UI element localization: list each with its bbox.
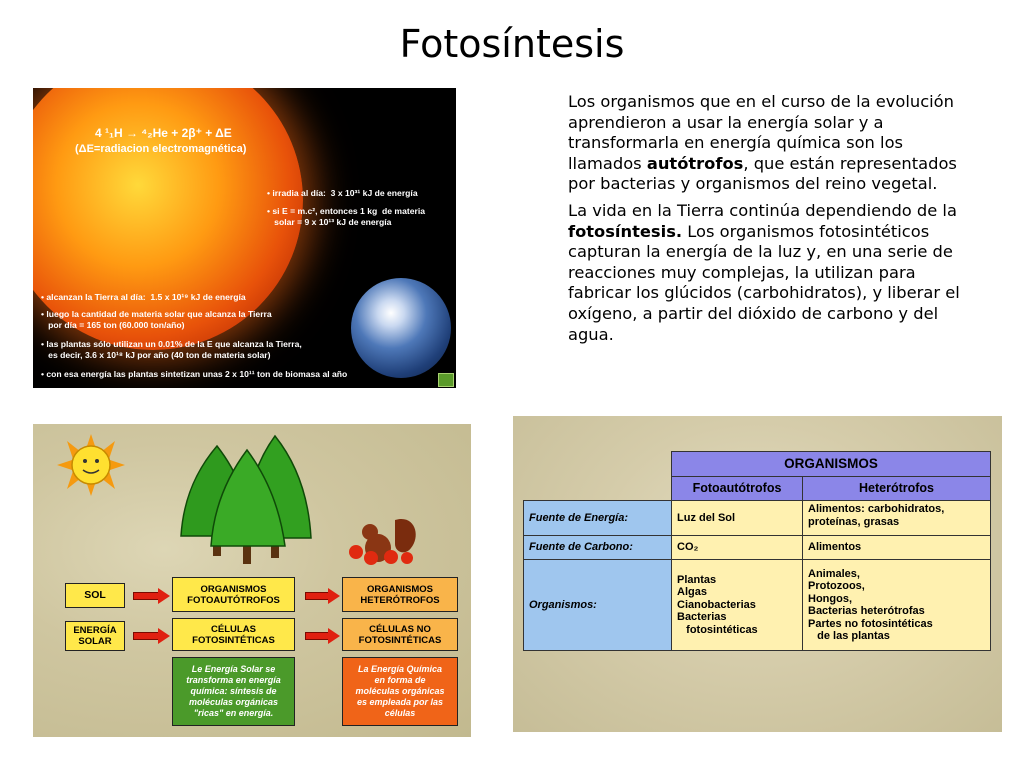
fusion-equation-note: (ΔE=radiacion electromagnética) <box>75 143 247 155</box>
p2-text: La vida en la Tierra continúa dependiendo de la <box>568 200 957 220</box>
earth-bullet-1: • alcanzan la Tierra al día: 1.5 x 10¹⁹ kJ de energía <box>41 292 246 302</box>
col-heterotrofos: Heterótrofos <box>802 476 991 501</box>
arrow-3-icon <box>305 592 329 600</box>
arrow-1-head-icon <box>158 588 170 604</box>
fusion-equation: 4 ¹₁H → ⁴₂He + 2β⁺ + ΔE <box>95 126 232 140</box>
organisms-table-image <box>513 416 1002 732</box>
earth-bullet-2: • luego la cantidad de materia solar que alcanza la Tierra por día = 165 ton (60.000 ton/año) <box>41 309 272 330</box>
p1-text: Los organismos que en el curso de la evolución aprendieron a usar la energía solar y a transformarla en energía química son los llamados <box>568 92 954 173</box>
earth-bullet-4: • con esa energía las plantas sintetizan unas 2 x 10¹¹ ton de biomasa al año <box>41 369 348 379</box>
table-header: ORGANISMOS <box>671 451 991 477</box>
col-fotoautotrofos: Fotoautótrofos <box>671 476 803 501</box>
arrow-1-icon <box>133 592 159 600</box>
p2-bold: fotosíntesis. <box>568 221 683 241</box>
cell-carbono-foto: CO₂ <box>671 535 803 560</box>
p1-bold: autótrofos <box>646 153 744 173</box>
p2-text-end: Los organismos fotosintéticos capturan la energía de la luz y, en una serie de reacciones muy complejas, la utilizan para fabricar los glúcidos (carbohidratos), y liberar el oxígeno, a partir del dióxido de carbono y del agua. <box>568 221 960 344</box>
paragraph-1 <box>568 92 968 195</box>
cell-carbono-het: Alimentos <box>802 535 991 560</box>
desc-energia-solar-box: Le Energía Solar se transforma en energía química: síntesis de moléculas orgánicas "ricas" en energía. <box>172 657 295 726</box>
trees-illustration <box>181 436 311 564</box>
sun-energy-image <box>33 88 456 388</box>
org-heterotrofos-box: ORGANISMOS HETERÓTROFOS <box>342 577 458 612</box>
arrow-3-head-icon <box>328 588 340 604</box>
arrow-2-head-icon <box>158 628 170 644</box>
return-icon <box>438 373 454 387</box>
earth-bullet-3: • las plantas sólo utilizan un 0.01% de la E que alcanza la Tierra, es decir, 3.6 x 10¹⁸ kJ por año (40 ton de materia solar) <box>41 339 302 360</box>
org-fotoautotrofos-box: ORGANISMOS FOTOAUTÓTROFOS <box>172 577 295 612</box>
celulas-no-fotosinteticas-box: CÉLULAS NO FOTOSINTÉTICAS <box>342 618 458 651</box>
body-text <box>568 92 968 351</box>
arrow-2-icon <box>133 632 159 640</box>
cell-organismos-het: Animales, Protozoos, Hongos, Bacterias heterótrofas Partes no fotosintéticas de las plantas <box>802 559 991 651</box>
energia-solar-box: ENERGÍA SOLAR <box>65 621 125 651</box>
cell-organismos-foto: Plantas Algas Cianobacterias Bacterias fotosintéticas <box>671 559 803 651</box>
row-label-organismos: Organismos: <box>523 559 672 651</box>
sol-box: SOL <box>65 583 125 608</box>
p1-text-end: , que están representados por bacterias y organismos del reino vegetal. <box>568 153 957 194</box>
cell-energia-het: Alimentos: carbohidratos, proteínas, grasas <box>802 500 991 536</box>
desc-energia-quimica-box: La Energía Química en forma de moléculas orgánicas es empleada por las células <box>342 657 458 726</box>
arrow-4-head-icon <box>328 628 340 644</box>
paragraph-2 <box>568 201 968 345</box>
row-label-energia: Fuente de Energía: <box>523 500 672 536</box>
celulas-fotosinteticas-box: CÉLULAS FOTOSINTÉTICAS <box>172 618 295 651</box>
arrow-4-icon <box>305 632 329 640</box>
cell-energia-foto: Luz del Sol <box>671 500 803 536</box>
sun-face-icon <box>57 434 125 496</box>
squirrel-illustration <box>349 519 416 565</box>
sun-bullet-2: • si E = m.c², entonces 1 kg de materia solar = 9 x 10¹³ kJ de energía <box>267 206 425 227</box>
earth-image <box>351 278 451 378</box>
slide-title: Fotosíntesis <box>399 22 625 66</box>
sun-bullet-1: • irradia al día: 3 x 10³¹ kJ de energía <box>267 188 418 198</box>
ecology-diagram <box>33 424 471 737</box>
row-label-carbono: Fuente de Carbono: <box>523 535 672 560</box>
